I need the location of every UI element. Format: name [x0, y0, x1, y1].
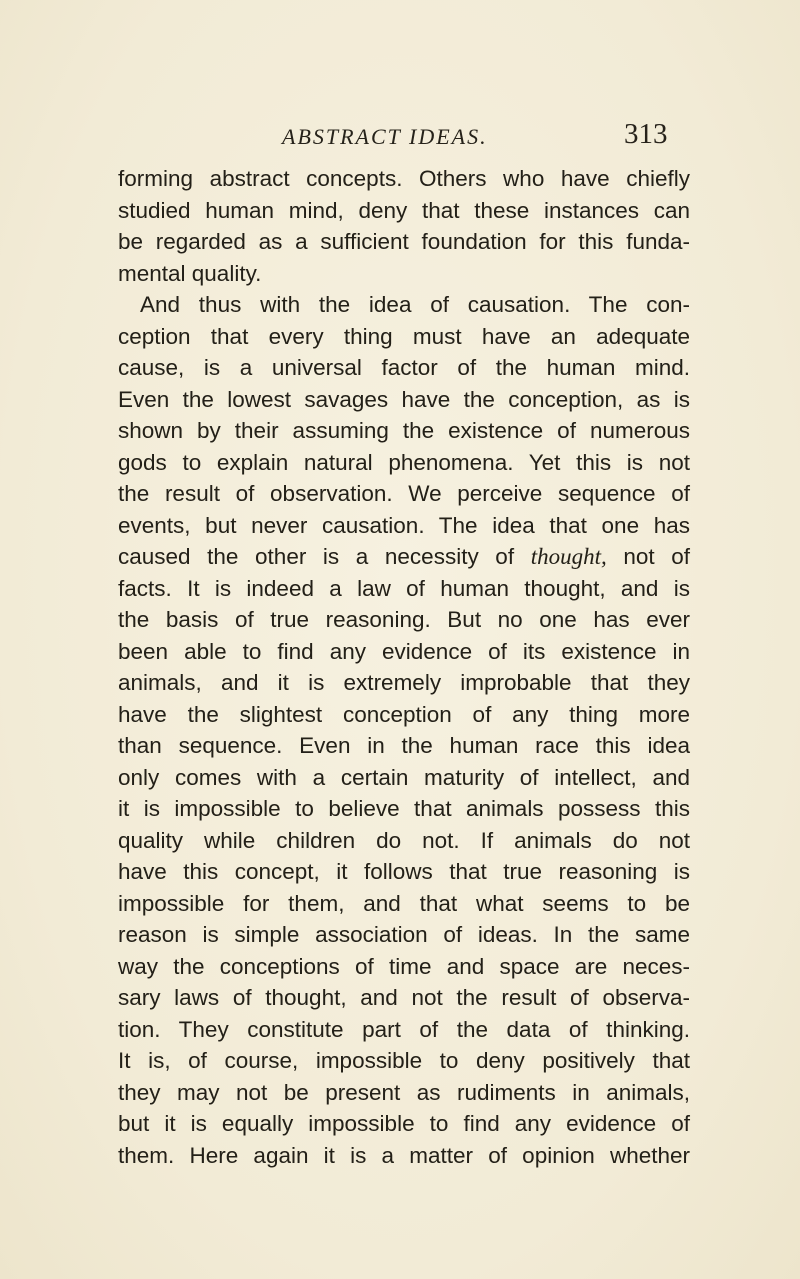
text-line: tion. They constitute part of the data of thinking.: [118, 1016, 690, 1042]
text-line: facts. It is indeed a law of human thought, and is: [118, 575, 690, 601]
running-head: [0, 118, 800, 158]
text-line: sary laws of thought, and not the result of observa-: [118, 985, 690, 1010]
text-line: It is, of course, impossible to deny positively that: [118, 1048, 690, 1073]
text-line: the basis of true reasoning. But no one has ever: [118, 607, 690, 632]
text-line: mental quality.: [118, 260, 262, 286]
text-line: impossible for them, and that what seems to be: [118, 890, 690, 916]
body-text: [118, 163, 690, 1171]
italic-word: thought,: [530, 544, 607, 569]
page-number: 313: [624, 118, 668, 150]
text-line: studied human mind, deny that these instances can: [118, 197, 690, 223]
text-line: only comes with a certain maturity of intellect, and: [118, 764, 690, 790]
paragraph-first-line: And thus with the idea of causation. The con-: [140, 292, 690, 317]
text-line: than sequence. Even in the human race this idea: [118, 733, 690, 758]
text-line: have this concept, it follows that true reasoning is: [118, 859, 690, 884]
text-line: but it is equally impossible to find any evidence of: [118, 1111, 690, 1136]
text-line: way the conceptions of time and space are neces-: [118, 953, 690, 979]
text-line: them. Here again it is a matter of opinion whether: [118, 1142, 690, 1168]
text-line: forming abstract concepts. Others who have chiefly: [118, 166, 690, 191]
text-line: reason is simple association of ideas. In the same: [118, 922, 690, 947]
text-line: Even the lowest savages have the conception, as is: [118, 386, 690, 412]
text-line: quality while children do not. If animals do not: [118, 827, 690, 853]
text-line: be regarded as a sufficient foundation for this funda-: [118, 229, 690, 254]
text-segment: caused the other is a necessity of: [118, 544, 515, 569]
text-line: they may not be present as rudiments in animals,: [118, 1079, 690, 1105]
text-line: cause, is a universal factor of the human mind.: [118, 355, 690, 380]
text-line: been able to find any evidence of its existence in: [118, 638, 690, 664]
text-line-with-italic: [118, 541, 690, 573]
text-line: shown by their assuming the existence of numerous: [118, 418, 690, 443]
text-line: it is impossible to believe that animals possess this: [118, 796, 690, 821]
text-line: animals, and it is extremely improbable that they: [118, 670, 690, 695]
running-title: ABSTRACT IDEAS.: [282, 124, 488, 149]
text-line: gods to explain natural phenomena. Yet this is not: [118, 449, 690, 475]
text-segment: not of: [623, 544, 690, 569]
text-line: ception that every thing must have an adequate: [118, 323, 690, 349]
text-line: events, but never causation. The idea that one has: [118, 512, 690, 538]
text-line: the result of observation. We perceive sequence of: [118, 481, 690, 506]
text-line: have the slightest conception of any thing more: [118, 701, 690, 727]
